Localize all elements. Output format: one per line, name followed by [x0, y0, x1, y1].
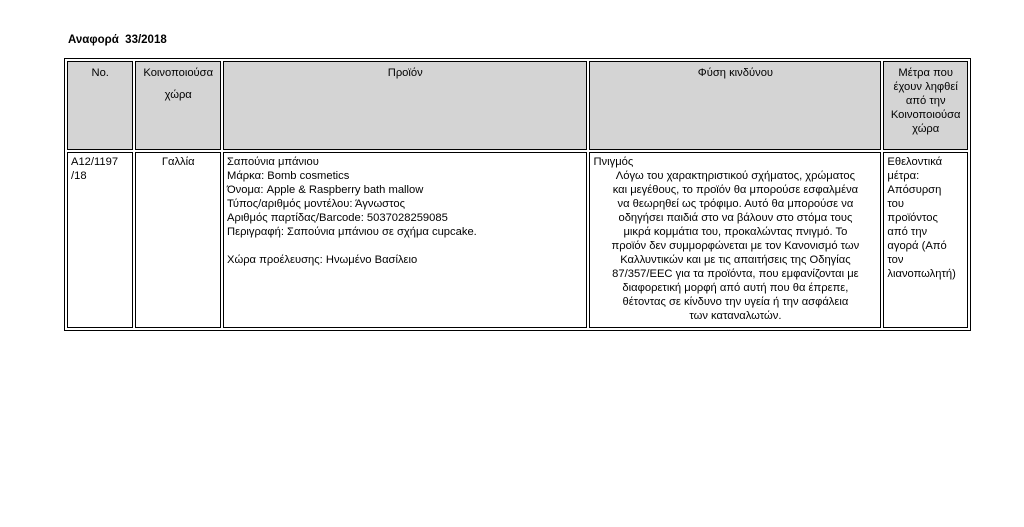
header-no: No.	[67, 61, 133, 150]
hazard-line: των καταναλωτών.	[689, 310, 782, 322]
measures-line: του	[887, 198, 904, 210]
cell-hazard	[589, 152, 881, 328]
product-line: Σαπούνια μπάνιου	[227, 156, 319, 168]
header-measures-line: χώρα	[912, 123, 940, 135]
header-measures	[883, 61, 968, 150]
measures-line: μέτρα:	[887, 170, 920, 182]
report-number-line: A12/1197	[71, 156, 119, 168]
hazard-line: θέτοντας σε κίνδυνο την υγεία ή την ασφάλεια	[622, 296, 849, 308]
rapex-report-table	[64, 58, 971, 331]
header-measures-line: έχουν ληφθεί	[893, 81, 958, 93]
hazard-line: οδηγήσει παιδιά στο να βάλουν στο στόμα τους	[618, 212, 853, 224]
report-title: Αναφορά 33/2018	[68, 34, 167, 46]
hazard-line: Λόγω του χαρακτηριστικού σχήματος, χρώματος	[615, 170, 856, 182]
header-country-line: χώρα	[164, 89, 192, 101]
hazard-line: μικρά κομμάτια του, προκαλώντας πνιγμό. Το	[623, 226, 848, 238]
product-line: Μάρκα: Bomb cosmetics	[227, 170, 350, 182]
table-row	[67, 152, 968, 328]
product-line: Χώρα προέλευσης: Ηνωμένο Βασίλειο	[227, 254, 418, 266]
product-line: Αριθμός παρτίδας/Barcode: 5037028259085	[227, 212, 448, 224]
measures-line: προϊόντος	[887, 212, 938, 224]
measures-line: Απόσυρση	[887, 184, 942, 196]
header-measures-line: Μέτρα που	[898, 67, 953, 79]
cell-country: Γαλλία	[135, 152, 221, 328]
cell-product	[223, 152, 587, 328]
hazard-line: να θεωρηθεί ως τρόφιμο. Αυτό θα μπορούσε να	[617, 198, 854, 210]
hazard-line: 87/357/EEC για τα προϊόντα, που εμφανίζονται με	[612, 268, 859, 280]
hazard-line: προϊόν δεν συμμορφώνεται με τον Κανονισμό των	[611, 240, 860, 252]
measures-line: τον	[887, 254, 904, 266]
measures-line: λιανοπωλητή)	[887, 268, 956, 280]
header-product: Προϊόν	[223, 61, 587, 150]
product-line: Τύπος/αριθμός μοντέλου: Άγνωστος	[227, 198, 405, 210]
header-measures-line: Κοινοποιούσα	[890, 109, 961, 121]
cell-measures	[883, 152, 968, 328]
header-measures-line: από την	[905, 95, 946, 107]
measures-line: Εθελοντικά	[887, 156, 943, 168]
cell-report-number	[67, 152, 133, 328]
hazard-title: Πνιγμός	[593, 156, 634, 168]
product-blank-line	[227, 239, 583, 253]
measures-line: αγορά (Από	[887, 240, 947, 252]
header-country-line: Κοινοποιούσα	[143, 67, 214, 79]
report-number-line: /18	[71, 170, 87, 182]
hazard-line: διαφορετική μορφή από αυτή που θα έπρεπε,	[622, 282, 849, 294]
product-line: Περιγραφή: Σαπούνια μπάνιου σε σχήμα cupcake.	[227, 226, 477, 238]
product-line: Όνομα: Apple & Raspberry bath mallow	[227, 184, 424, 196]
hazard-line: Καλλυντικών και με τις απαιτήσεις της Οδηγίας	[620, 254, 851, 266]
header-notifying-country	[135, 61, 221, 150]
table-header-row	[67, 61, 968, 150]
header-hazard: Φύση κινδύνου	[589, 61, 881, 150]
hazard-line: και μεγέθους, το προϊόν θα μπορούσε εσφαλμένα	[612, 184, 859, 196]
measures-line: από την	[887, 226, 928, 238]
